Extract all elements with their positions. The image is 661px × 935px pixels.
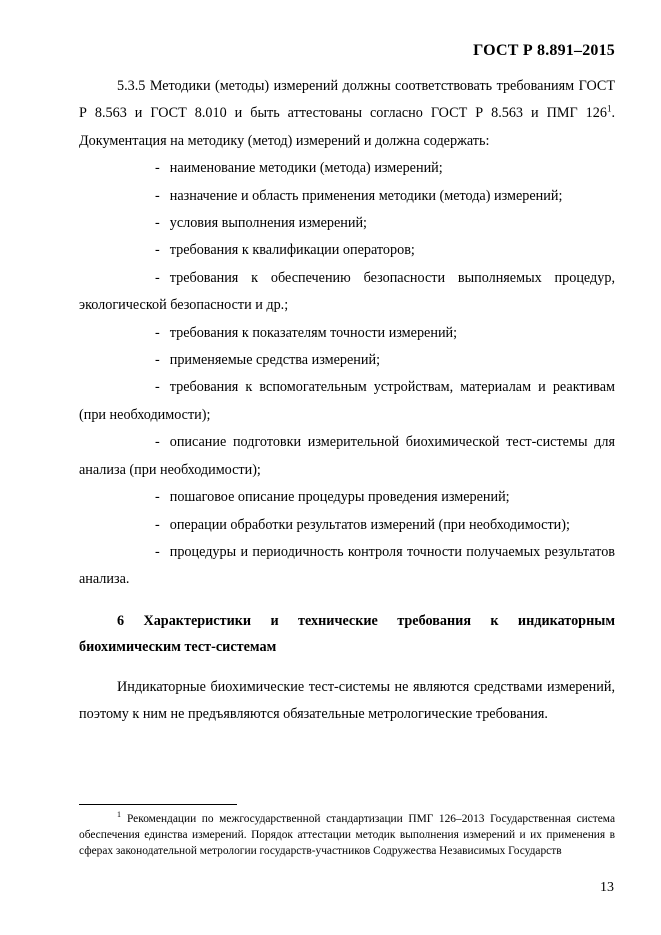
list-item-text: описание подготовки измерительной биохимической тест-системы для анализа (при необходимости); — [79, 434, 615, 478]
footnote-separator — [79, 804, 237, 805]
page-number: 13 — [600, 880, 614, 895]
document-code-header: ГОСТ Р 8.891–2015 — [473, 42, 615, 59]
list-item-text: требования к показателям точности измерений; — [169, 324, 458, 341]
list-dash: - — [155, 215, 160, 232]
list-dash: - — [155, 187, 160, 204]
intro-text-part-2: . Документация на методику (метод) измерений и должна содержать: — [79, 105, 615, 149]
list-item — [79, 512, 615, 539]
list-item — [79, 320, 615, 347]
list-item — [79, 539, 615, 594]
section-6-paragraph: Индикаторные биохимические тест-системы не являются средствами измерений, поэтому к ним не предъявляются обязательные метрологические требования. — [79, 678, 615, 723]
list-item-text: операции обработки результатов измерений (при необходимости); — [169, 516, 570, 533]
list-item — [79, 374, 615, 429]
footnote-text: Рекомендации по межгосударственной стандартизации ПМГ 126–2013 Государственная система обеспечения единства измерений. Порядок аттестации методик выполнения измерений и их применения в сферах законодательной метрологии государств-участников Содружества Независимых Государств — [79, 813, 615, 858]
list-item — [79, 347, 615, 374]
list-item — [79, 429, 615, 484]
list-dash: - — [155, 516, 160, 533]
section-6-heading: 6 Характеристики и технические требования к индикаторным биохимическим тест-системам — [79, 612, 615, 655]
list-item — [79, 210, 615, 237]
list-item-text: требования к обеспечению безопасности выполняемых процедур, экологической безопасности и др.; — [79, 269, 615, 314]
footnote-reference[interactable]: 1 — [606, 103, 612, 114]
list-dash: - — [155, 379, 160, 396]
list-item-text: назначение и область применения методики (метода) измерений; — [169, 187, 563, 204]
list-item-text: условия выполнения измерений; — [169, 215, 368, 232]
list-dash: - — [155, 242, 160, 259]
list-dash: - — [155, 324, 160, 341]
list-item-text: пошаговое описание процедуры проведения измерений; — [169, 489, 510, 506]
list-dash: - — [155, 489, 160, 506]
list-dash: - — [155, 543, 160, 560]
list-dash: - — [155, 352, 160, 369]
list-dash: - — [155, 434, 160, 451]
intro-text-part-1: 5.3.5 Методики (методы) измерений должны соответствовать требованиям ГОСТ Р 8.563 и ГОСТ 8.010 и быть аттестованы согласно ГОСТ Р 8.563 и ПМГ 126 — [79, 78, 615, 122]
list-item-text: требования к вспомогательным устройствам, материалам и реактивам (при необходимости); — [79, 379, 615, 423]
list-item-text: процедуры и периодичность контроля точности получаемых результатов анализа. — [79, 543, 615, 588]
list-item — [79, 183, 615, 210]
footnote — [79, 811, 615, 860]
list-item — [79, 265, 615, 320]
footnote-marker: 1 — [117, 810, 121, 820]
paragraph-5-3-5-intro — [79, 73, 615, 155]
list-dash: - — [155, 160, 160, 177]
list-item — [79, 155, 615, 182]
list-item-text: наименование методики (метода) измерений; — [169, 160, 443, 177]
list-item-text: применяемые средства измерений; — [169, 352, 381, 369]
list-item-text: требования к квалификации операторов; — [169, 242, 415, 259]
main-text-block — [79, 73, 615, 729]
list-dash: - — [155, 269, 160, 286]
list-item — [79, 484, 615, 511]
list-item — [79, 237, 615, 264]
